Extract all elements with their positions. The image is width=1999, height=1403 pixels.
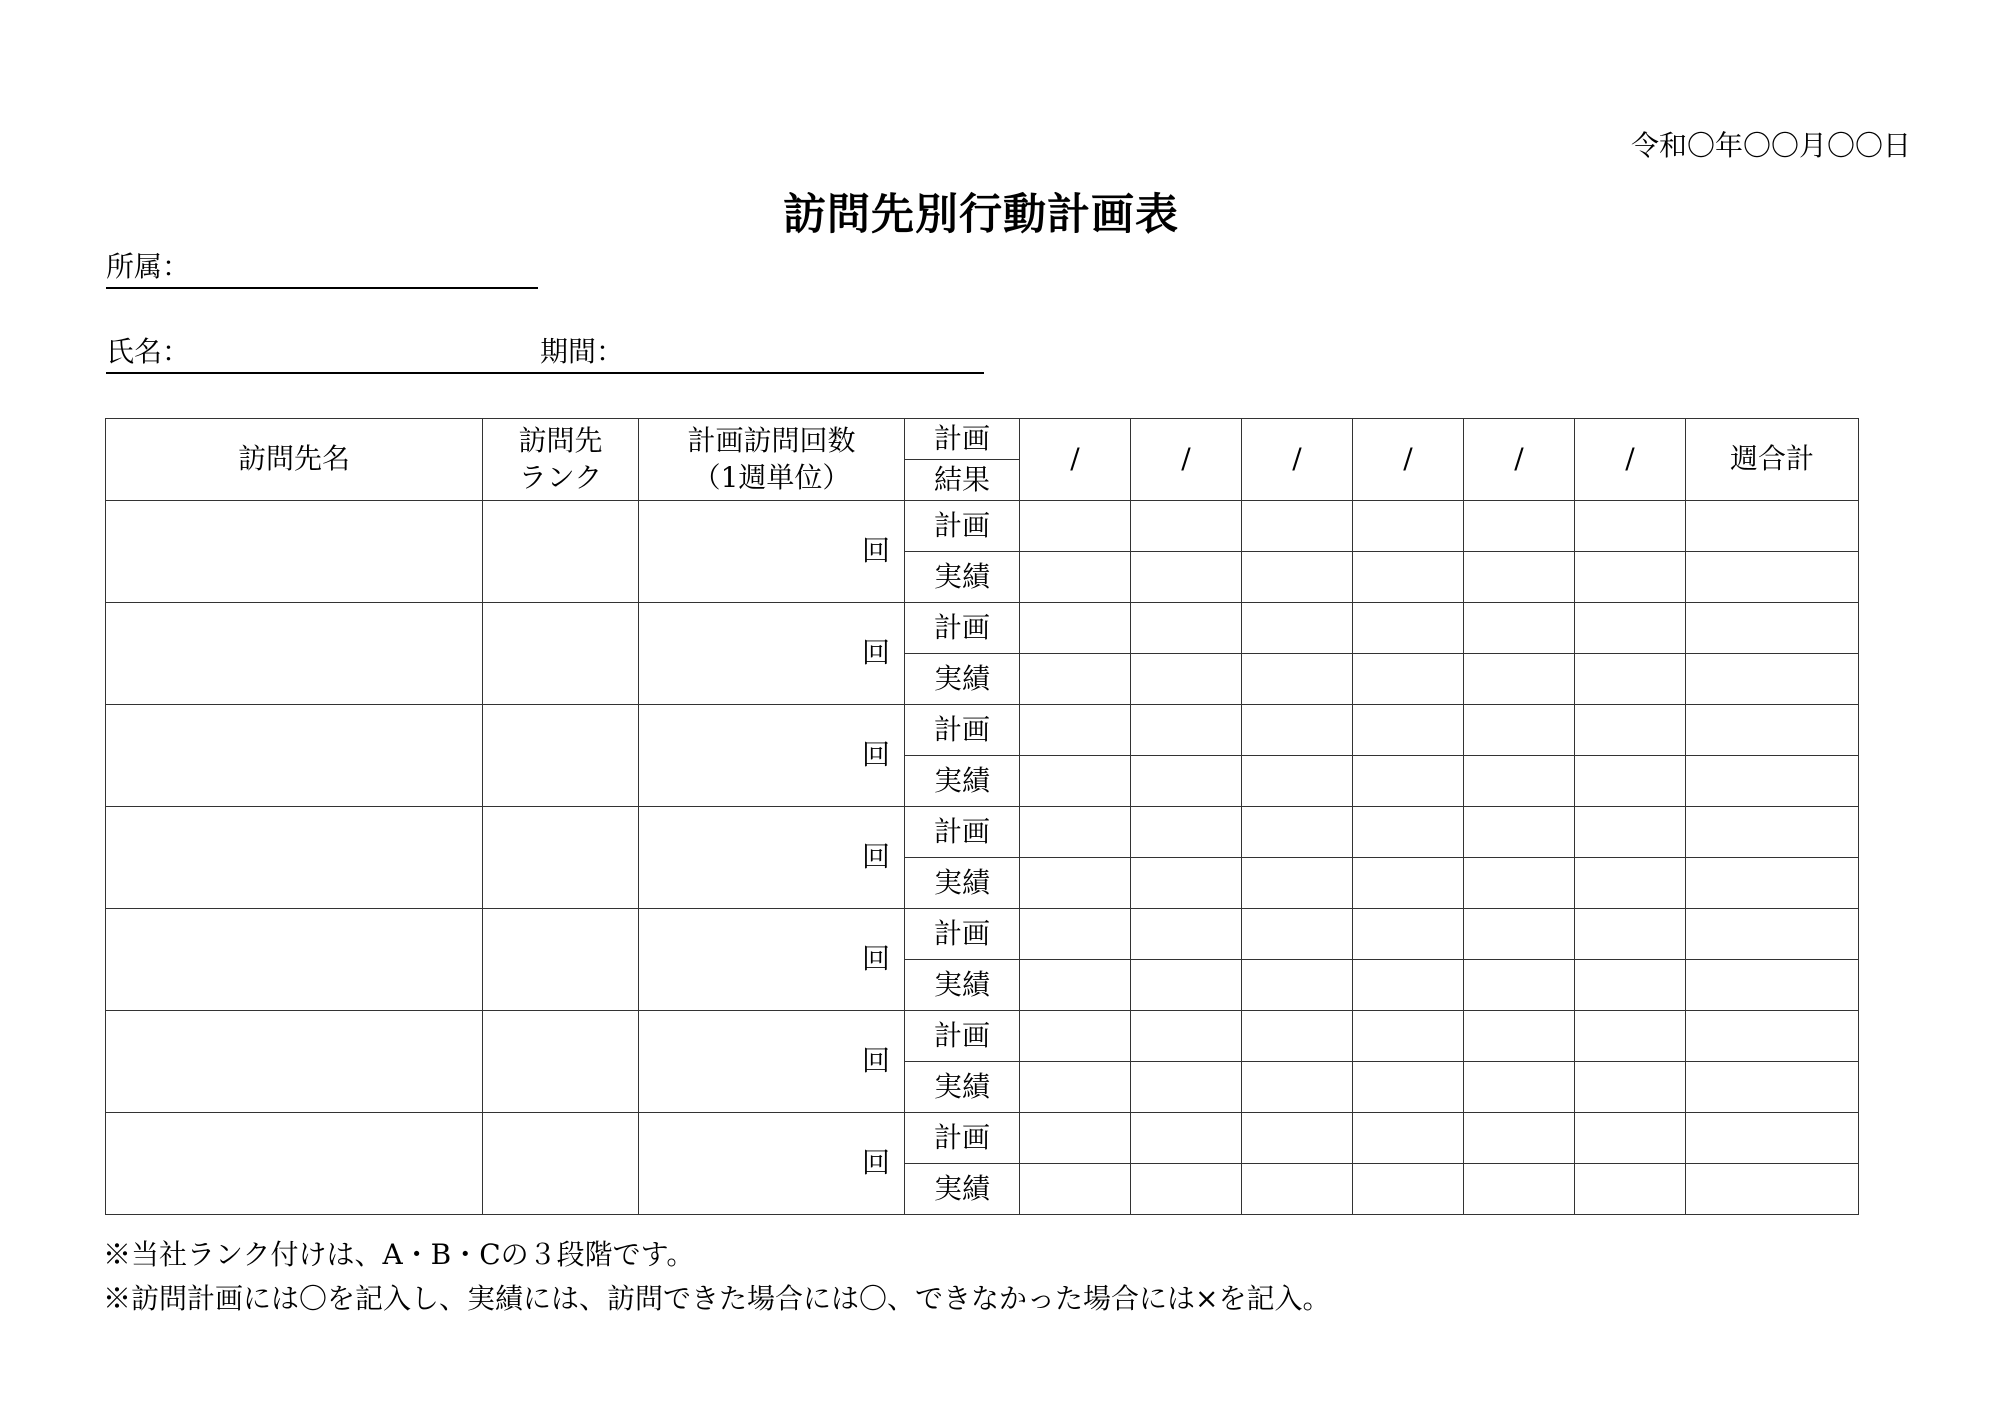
actual-weekly-total-cell[interactable] [1686, 960, 1859, 1011]
actual-day-cell[interactable] [1464, 1164, 1575, 1215]
actual-label: 実績 [905, 654, 1020, 705]
table-row-plan [106, 1113, 1859, 1164]
plan-day-cell[interactable] [1242, 807, 1353, 858]
actual-day-cell[interactable] [1353, 756, 1464, 807]
header-weekly-total: 週合計 [1686, 419, 1859, 501]
actual-day-cell[interactable] [1131, 858, 1242, 909]
visit-name-cell[interactable] [106, 807, 483, 909]
header-day-1: / [1020, 419, 1131, 501]
header-day-2: / [1131, 419, 1242, 501]
planned-count-cell: 回 [639, 909, 905, 1011]
planned-count-cell: 回 [639, 501, 905, 603]
actual-day-cell[interactable] [1131, 960, 1242, 1011]
actual-day-cell[interactable] [1242, 1062, 1353, 1113]
header-rank [483, 419, 639, 501]
actual-day-cell[interactable] [1242, 858, 1353, 909]
plan-weekly-total-cell[interactable] [1686, 909, 1859, 960]
header-day-6: / [1575, 419, 1686, 501]
planned-count-cell: 回 [639, 1113, 905, 1215]
actual-day-cell[interactable] [1131, 1062, 1242, 1113]
plan-day-cell[interactable] [1575, 1113, 1686, 1164]
plan-label: 計画 [905, 807, 1020, 858]
plan-day-cell[interactable] [1020, 1113, 1131, 1164]
actual-day-cell[interactable] [1242, 654, 1353, 705]
plan-weekly-total-cell[interactable] [1686, 1011, 1859, 1062]
rank-cell[interactable] [483, 603, 639, 705]
plan-label: 計画 [905, 501, 1020, 552]
actual-day-cell[interactable] [1464, 654, 1575, 705]
visit-plan-table-body [106, 419, 1859, 1215]
name-field[interactable] [106, 332, 540, 374]
plan-weekly-total-cell[interactable] [1686, 603, 1859, 654]
header-visit-name: 訪問先名 [106, 419, 483, 501]
actual-day-cell[interactable] [1242, 552, 1353, 603]
period-field[interactable] [540, 332, 984, 374]
plan-day-cell[interactable] [1242, 1011, 1353, 1062]
actual-day-cell[interactable] [1575, 654, 1686, 705]
planned-count-cell: 回 [639, 603, 905, 705]
actual-day-cell[interactable] [1242, 756, 1353, 807]
actual-day-cell[interactable] [1353, 858, 1464, 909]
plan-day-cell[interactable] [1242, 705, 1353, 756]
actual-day-cell[interactable] [1575, 960, 1686, 1011]
plan-label: 計画 [905, 603, 1020, 654]
actual-day-cell[interactable] [1575, 756, 1686, 807]
plan-weekly-total-cell[interactable] [1686, 501, 1859, 552]
actual-day-cell[interactable] [1575, 552, 1686, 603]
plan-label: 計画 [905, 705, 1020, 756]
header-row [106, 419, 1859, 460]
visit-name-cell[interactable] [106, 705, 483, 807]
header-day-3: / [1242, 419, 1353, 501]
actual-weekly-total-cell[interactable] [1686, 756, 1859, 807]
plan-day-cell[interactable] [1353, 909, 1464, 960]
header-plan: 計画 [905, 419, 1020, 460]
actual-day-cell[interactable] [1131, 1164, 1242, 1215]
plan-day-cell[interactable] [1464, 501, 1575, 552]
actual-day-cell[interactable] [1020, 552, 1131, 603]
name-period-row [106, 332, 984, 374]
plan-weekly-total-cell[interactable] [1686, 1113, 1859, 1164]
plan-day-cell[interactable] [1242, 501, 1353, 552]
plan-label: 計画 [905, 1113, 1020, 1164]
visit-name-cell[interactable] [106, 603, 483, 705]
planned-count-cell: 回 [639, 807, 905, 909]
actual-weekly-total-cell[interactable] [1686, 552, 1859, 603]
planned-count-cell: 回 [639, 1011, 905, 1113]
visit-name-cell[interactable] [106, 909, 483, 1011]
plan-day-cell[interactable] [1353, 1011, 1464, 1062]
table-row-plan [106, 909, 1859, 960]
visit-name-cell[interactable] [106, 501, 483, 603]
plan-day-cell[interactable] [1131, 807, 1242, 858]
actual-day-cell[interactable] [1353, 960, 1464, 1011]
plan-day-cell[interactable] [1131, 705, 1242, 756]
actual-day-cell[interactable] [1353, 654, 1464, 705]
plan-day-cell[interactable] [1131, 1113, 1242, 1164]
plan-day-cell[interactable] [1020, 705, 1131, 756]
rank-cell[interactable] [483, 807, 639, 909]
actual-day-cell[interactable] [1464, 858, 1575, 909]
plan-day-cell[interactable] [1464, 909, 1575, 960]
actual-day-cell[interactable] [1020, 654, 1131, 705]
header-planned-count [639, 419, 905, 501]
table-row-plan [106, 1011, 1859, 1062]
plan-day-cell[interactable] [1353, 807, 1464, 858]
rank-cell[interactable] [483, 501, 639, 603]
actual-label: 実績 [905, 1164, 1020, 1215]
document-date: 令和〇年〇〇月〇〇日 [1630, 129, 1911, 162]
rank-cell[interactable] [483, 909, 639, 1011]
actual-day-cell[interactable] [1020, 1062, 1131, 1113]
plan-day-cell[interactable] [1020, 501, 1131, 552]
header-count-line1: 計画訪問回数 [687, 424, 856, 458]
header-day-5: / [1464, 419, 1575, 501]
plan-day-cell[interactable] [1131, 501, 1242, 552]
plan-day-cell[interactable] [1131, 1011, 1242, 1062]
name-label: 氏名： [106, 335, 191, 368]
plan-day-cell[interactable] [1242, 1113, 1353, 1164]
rank-cell[interactable] [483, 1113, 639, 1215]
plan-day-cell[interactable] [1131, 909, 1242, 960]
plan-day-cell[interactable] [1464, 603, 1575, 654]
document-title: 訪問先別行動計画表 [783, 190, 1179, 240]
visit-name-cell[interactable] [106, 1113, 483, 1215]
actual-day-cell[interactable] [1020, 756, 1131, 807]
plan-label: 計画 [905, 1011, 1020, 1062]
header-count-line2: （1週単位） [692, 460, 851, 494]
notes [103, 1233, 1330, 1321]
actual-day-cell[interactable] [1575, 858, 1686, 909]
plan-day-cell[interactable] [1575, 501, 1686, 552]
actual-weekly-total-cell[interactable] [1686, 858, 1859, 909]
note-marking: ※訪問計画には〇を記入し、実績には、訪問できた場合には〇、できなかった場合には×を記入。 [103, 1282, 1331, 1315]
affiliation-field[interactable] [106, 247, 538, 289]
actual-day-cell[interactable] [1464, 960, 1575, 1011]
plan-weekly-total-cell[interactable] [1686, 807, 1859, 858]
actual-day-cell[interactable] [1464, 756, 1575, 807]
plan-day-cell[interactable] [1131, 603, 1242, 654]
plan-day-cell[interactable] [1353, 603, 1464, 654]
header-rank-line1: 訪問先 [518, 424, 603, 458]
actual-label: 実績 [905, 552, 1020, 603]
plan-day-cell[interactable] [1020, 909, 1131, 960]
plan-day-cell[interactable] [1575, 603, 1686, 654]
actual-day-cell[interactable] [1353, 1062, 1464, 1113]
actual-label: 実績 [905, 960, 1020, 1011]
actual-weekly-total-cell[interactable] [1686, 654, 1859, 705]
actual-label: 実績 [905, 858, 1020, 909]
plan-day-cell[interactable] [1353, 501, 1464, 552]
header-result: 結果 [905, 460, 1020, 501]
plan-day-cell[interactable] [1575, 807, 1686, 858]
actual-day-cell[interactable] [1242, 960, 1353, 1011]
actual-day-cell[interactable] [1575, 1062, 1686, 1113]
note-rank: ※当社ランク付けは、A・B・Cの３段階です。 [103, 1238, 695, 1271]
rank-cell[interactable] [483, 705, 639, 807]
table-row-plan [106, 501, 1859, 552]
plan-day-cell[interactable] [1353, 705, 1464, 756]
period-label: 期間： [540, 335, 625, 368]
plan-label: 計画 [905, 909, 1020, 960]
plan-day-cell[interactable] [1020, 807, 1131, 858]
plan-day-cell[interactable] [1020, 603, 1131, 654]
header-rank-line2: ランク [518, 460, 603, 494]
plan-day-cell[interactable] [1464, 807, 1575, 858]
affiliation-row [106, 247, 538, 289]
plan-weekly-total-cell[interactable] [1686, 705, 1859, 756]
actual-day-cell[interactable] [1020, 858, 1131, 909]
actual-day-cell[interactable] [1464, 1062, 1575, 1113]
plan-day-cell[interactable] [1020, 1011, 1131, 1062]
actual-label: 実績 [905, 756, 1020, 807]
actual-day-cell[interactable] [1020, 960, 1131, 1011]
plan-day-cell[interactable] [1242, 909, 1353, 960]
plan-day-cell[interactable] [1464, 1113, 1575, 1164]
plan-day-cell[interactable] [1242, 603, 1353, 654]
actual-day-cell[interactable] [1242, 1164, 1353, 1215]
actual-day-cell[interactable] [1353, 552, 1464, 603]
table-row-plan [106, 705, 1859, 756]
actual-day-cell[interactable] [1131, 756, 1242, 807]
actual-label: 実績 [905, 1062, 1020, 1113]
planned-count-cell: 回 [639, 705, 905, 807]
actual-day-cell[interactable] [1575, 1164, 1686, 1215]
actual-weekly-total-cell[interactable] [1686, 1062, 1859, 1113]
plan-day-cell[interactable] [1575, 909, 1686, 960]
visit-name-cell[interactable] [106, 1011, 483, 1113]
plan-day-cell[interactable] [1464, 705, 1575, 756]
header-day-4: / [1353, 419, 1464, 501]
actual-day-cell[interactable] [1131, 654, 1242, 705]
actual-day-cell[interactable] [1464, 552, 1575, 603]
actual-day-cell[interactable] [1131, 552, 1242, 603]
plan-day-cell[interactable] [1575, 1011, 1686, 1062]
rank-cell[interactable] [483, 1011, 639, 1113]
table-row-plan [106, 807, 1859, 858]
visit-plan-table [105, 418, 1859, 1215]
plan-day-cell[interactable] [1353, 1113, 1464, 1164]
plan-day-cell[interactable] [1575, 705, 1686, 756]
affiliation-label: 所属： [106, 250, 191, 283]
actual-day-cell[interactable] [1020, 1164, 1131, 1215]
plan-day-cell[interactable] [1464, 1011, 1575, 1062]
actual-weekly-total-cell[interactable] [1686, 1164, 1859, 1215]
table-row-plan [106, 603, 1859, 654]
actual-day-cell[interactable] [1353, 1164, 1464, 1215]
